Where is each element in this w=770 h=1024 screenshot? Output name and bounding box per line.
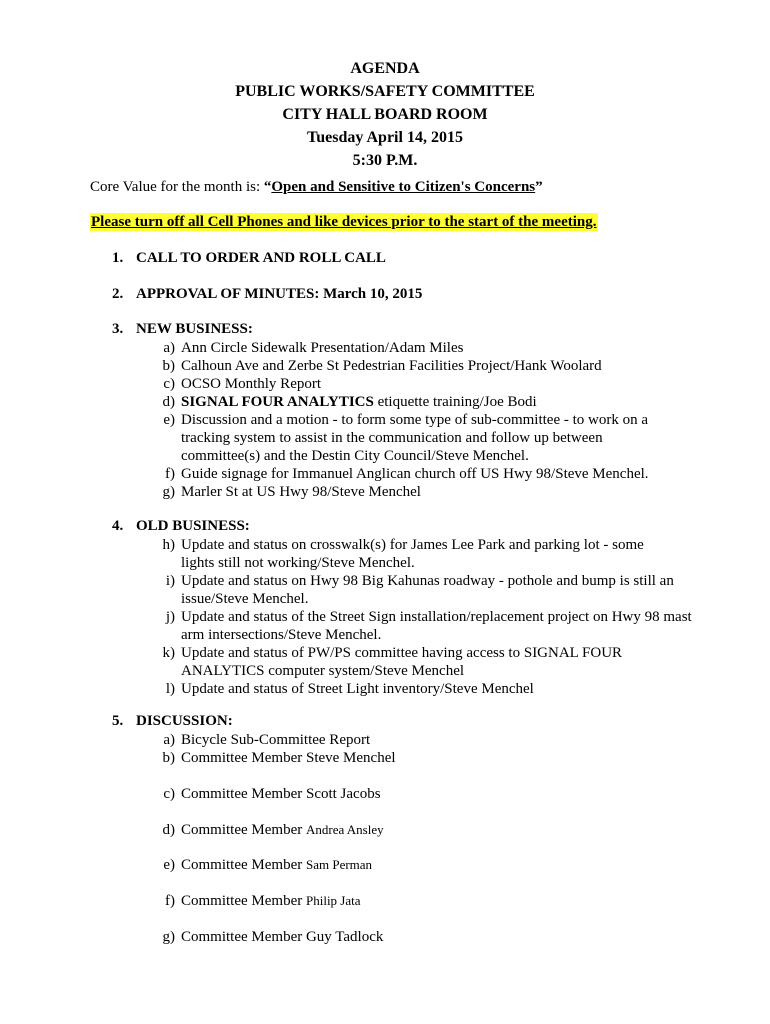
item-letter: a) [163,340,175,356]
item-text: Committee Member Steve Menchel [181,750,396,766]
list-item [148,608,701,644]
core-value-text: Open and Sensitive to Citizen's Concerns [271,179,536,195]
item-text: Calhoun Ave and Zerbe St Pedestrian Facilities Project/Hank Woolard [181,358,602,374]
list-item [148,465,708,483]
member-name: Philip Jata [305,893,361,908]
section-title: OLD BUSINESS: [136,518,250,534]
list-item [148,483,708,501]
section-number: 4. [112,518,124,534]
header-title: AGENDA [350,60,420,77]
item-letter: g) [162,929,175,945]
item-letter: b) [162,358,175,374]
section-new-business [112,321,253,338]
item-text: Update and status of the Street Sign installation/replacement project on Hwy 98 mast arm intersections/Steve Menchel. [181,609,692,643]
list-item [148,856,708,874]
item-text: Update and status of PW/PS committee having access to SIGNAL FOUR ANALYTICS computer system/Steve Menchel [181,645,623,679]
core-value-line [90,178,543,196]
section-old-business [112,518,250,535]
list-item [148,393,708,411]
list-item [148,749,708,767]
item-text: Guide signage for Immanuel Anglican church off US Hwy 98/Steve Menchel. [181,466,649,482]
discussion-list [148,928,708,946]
item-text: Update and status on crosswalk(s) for James Lee Park and parking lot - some lights still not working/Steve Menchel. [181,537,644,571]
discussion-list [148,785,708,803]
list-item [148,785,708,803]
section-number: 5. [112,713,124,729]
list-item [148,411,671,465]
section-title: DISCUSSION: [136,713,233,729]
discussion-list [148,856,708,874]
member-name: Andrea Ansley [305,822,384,837]
section-title: NEW BUSINESS: [136,321,253,337]
item-text: Update and status of Street Light inventory/Steve Menchel [181,681,534,697]
list-item [148,339,708,357]
section-number: 2. [112,286,124,302]
new-business-list [148,339,708,501]
item-letter: f) [165,893,175,909]
item-letter: f) [165,466,175,482]
section-title: CALL TO ORDER AND ROLL CALL [136,250,386,266]
item-letter: e) [163,857,175,873]
item-text: Ann Circle Sidewalk Presentation/Adam Miles [181,340,464,356]
item-letter: c) [163,376,175,392]
cell-phone-notice: Please turn off all Cell Phones and like devices prior to the start of the meeting. [91,214,597,230]
item-letter: c) [163,786,175,802]
section-approval-of-minutes [112,286,422,303]
item-bold-text: SIGNAL FOUR ANALYTICS [181,394,374,410]
list-item [148,572,721,608]
item-text: Bicycle Sub-Committee Report [181,732,371,748]
section-call-to-order [112,250,386,267]
header-date: Tuesday April 14, 2015 [307,129,463,146]
section-title: APPROVAL OF MINUTES: March 10, 2015 [136,286,423,302]
item-letter: d) [162,822,175,838]
item-text: Committee Member Scott Jacobs [181,786,381,802]
item-letter: g) [162,484,175,500]
core-value-prefix: Core Value for the month is: [90,179,264,195]
agenda-header [0,57,770,172]
section-discussion [112,713,233,730]
item-letter: h) [162,537,175,553]
section-number: 3. [112,321,124,337]
list-item [148,357,708,375]
item-text: Discussion and a motion - to form some type of sub-committee - to work on a tracking system to assist in the communication and follow up between committee(s) and the Destin City Council/Steve Menchel. [181,412,648,464]
core-value-open-quote: “ [263,179,272,195]
item-letter: b) [162,750,175,766]
core-value-close-quote: ” [535,179,543,195]
item-text: Marler St at US Hwy 98/Steve Menchel [181,484,421,500]
item-letter: a) [163,732,175,748]
discussion-list [148,731,708,767]
item-text: OCSO Monthly Report [181,376,322,392]
member-name: Sam Perman [305,857,373,872]
item-text: Update and status on Hwy 98 Big Kahunas roadway - pothole and bump is still an issue/Steve Menchel. [181,573,674,607]
list-item [148,821,708,839]
item-letter: j) [165,609,175,625]
item-letter: d) [162,394,175,410]
item-letter: e) [163,412,175,428]
discussion-list [148,821,708,839]
list-item [148,536,679,572]
list-item [148,680,708,698]
old-business-list [148,536,708,698]
discussion-list [148,892,708,910]
list-item [148,892,708,910]
header-committee: PUBLIC WORKS/SAFETY COMMITTEE [235,83,535,100]
item-letter: k) [162,645,175,661]
header-location: CITY HALL BOARD ROOM [282,106,488,123]
list-item [148,731,708,749]
list-item [148,644,671,680]
item-text: Committee Member Guy Tadlock [181,929,384,945]
item-prefix: Committee Member [181,893,306,909]
item-letter: i) [165,573,175,589]
list-item [148,375,708,393]
item-prefix: Committee Member [181,857,306,873]
item-letter: l) [165,681,175,697]
list-item [148,928,708,946]
item-prefix: Committee Member [181,822,306,838]
header-time: 5:30 P.M. [352,152,418,169]
section-number: 1. [112,250,124,266]
item-text: etiquette training/Joe Bodi [373,394,537,410]
